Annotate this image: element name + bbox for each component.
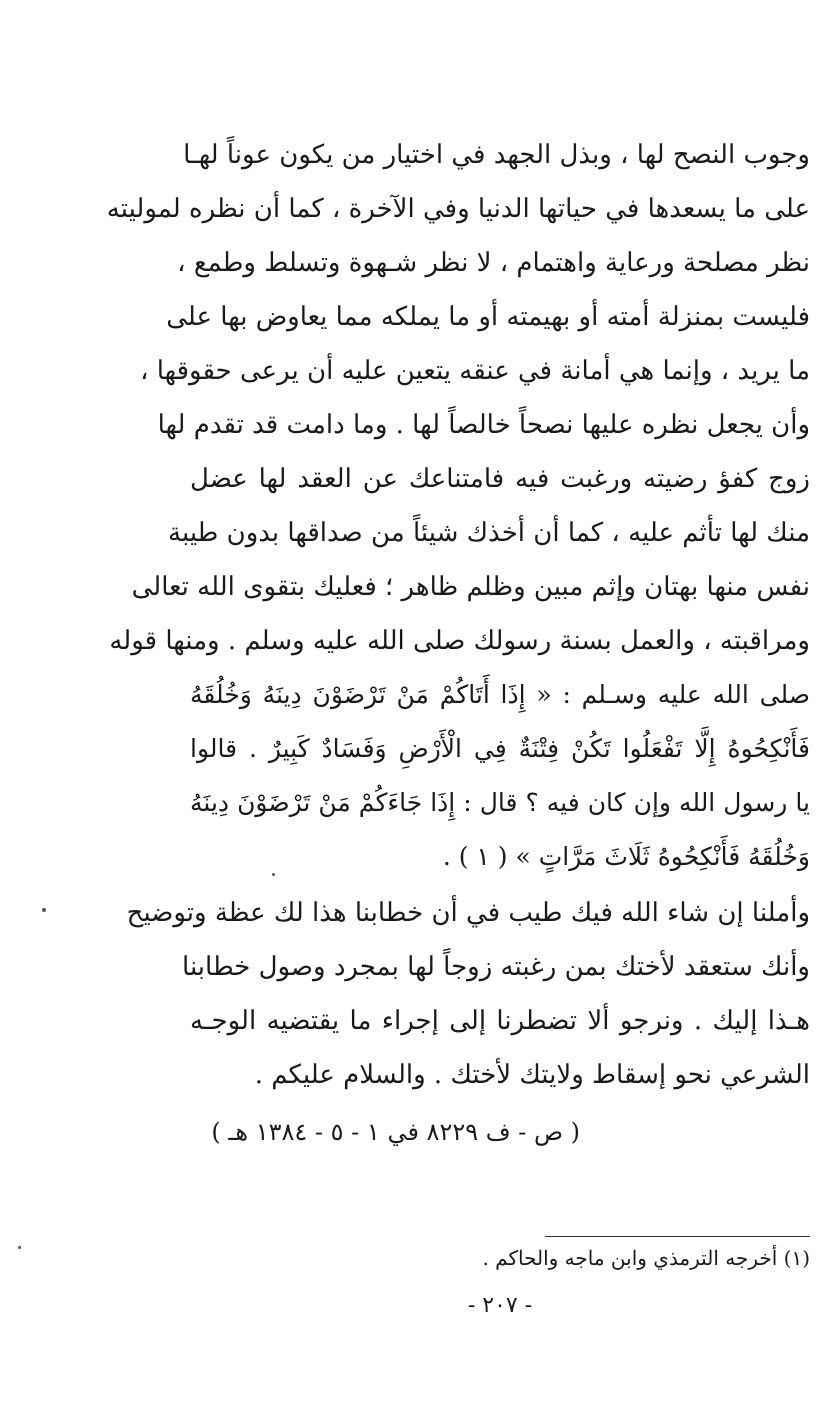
scan-speck: [18, 1246, 21, 1249]
text-line: على ما يسعدها في حياتها الدنيا وفي الآخرة ، كما أن نظره لموليته: [106, 194, 810, 224]
text-line: الشرعي نحو إسقاط ولايتك لأختك . والسلام عليكم .: [254, 1060, 810, 1090]
page-number: - ٢٠٧ -: [467, 1293, 533, 1318]
text-line: ومراقبته ، والعمل بسنة رسولك صلى الله عليه وسلم . ومنها قوله: [109, 626, 810, 656]
hadith-line: صلى الله عليه وسـلم : « إِذَا أَتَاكُمْ مَنْ تَرْضَوْنَ دِينَهُ وَخُلُقَهُ: [190, 680, 810, 709]
text-line: وأنك ستعقد لأختك بمن رغبته زوجاً لها بمجرد وصول خطابنا: [182, 952, 810, 982]
footnote: (١) أخرجه الترمذي وابن ماجه والحاكم .: [482, 1246, 810, 1270]
hadith-line: يا رسول الله وإن كان فيه ؟ قال : إِذَا جَاءَكُمْ مَنْ تَرْضَوْنَ دِينَهُ: [190, 788, 810, 817]
text-line: زوج كفؤ رضيته ورغبت فيه فامتناعك عن العقد لها عضل: [190, 464, 810, 494]
text-line: وأملنا إن شاء الله فيك طيب في أن خطابنا هذا لك عظة وتوضيح: [126, 898, 810, 928]
scan-speck: [272, 873, 275, 876]
text-line: هـذا إليك . ونرجو ألا تضطرنا إلى إجراء ما يقتضيه الوجـه: [190, 1006, 810, 1036]
text-line: نفس منها بهتان وإثم مبين وظلم ظاهر ؛ فعليك بتقوى الله تعالى: [131, 572, 810, 602]
document-reference: ( ص - ف ٨٢٢٩ في ١ - ٥ - ١٣٨٤ هـ ): [211, 1118, 580, 1146]
text-line: نظر مصلحة ورعاية واهتمام ، لا نظر شـهوة وتسلط وطمع ،: [177, 248, 810, 278]
footnote-divider: [545, 1236, 810, 1237]
scan-speck: [42, 908, 46, 912]
paragraph-2: [126, 886, 810, 1102]
paragraph-1: [106, 128, 810, 884]
text-line: وجوب النصح لها ، وبذل الجهد في اختيار من يكون عوناً لهـا: [183, 140, 810, 170]
hadith-line: فَأَنْكِحُوهُ إِلَّا تَفْعَلُوا تَكُنْ فِتْنَةٌ فِي الْأَرْضِ وَفَسَادٌ كَبِيرٌ . قالوا: [190, 734, 810, 763]
text-line: ما يريد ، وإنما هي أمانة في عنقه يتعين عليه أن يرعى حقوقها ،: [140, 356, 810, 386]
text-line: فليست بمنزلة أمته أو بهيمته أو ما يملكه مما يعاوض بها على: [166, 302, 810, 332]
text-line: منك لها تأثم عليه ، كما أن أخذك شيئاً من صداقها بدون طيبة: [168, 518, 810, 548]
text-line: وأن يجعل نظره عليها نصحاً خالصاً لها . وما دامت قد تقدم لها: [157, 410, 810, 440]
hadith-line: وَخُلُقَهُ فَأَنْكِحُوهُ ثَلَاثَ مَرَّاتٍ » ( ١ ) .: [442, 842, 810, 871]
